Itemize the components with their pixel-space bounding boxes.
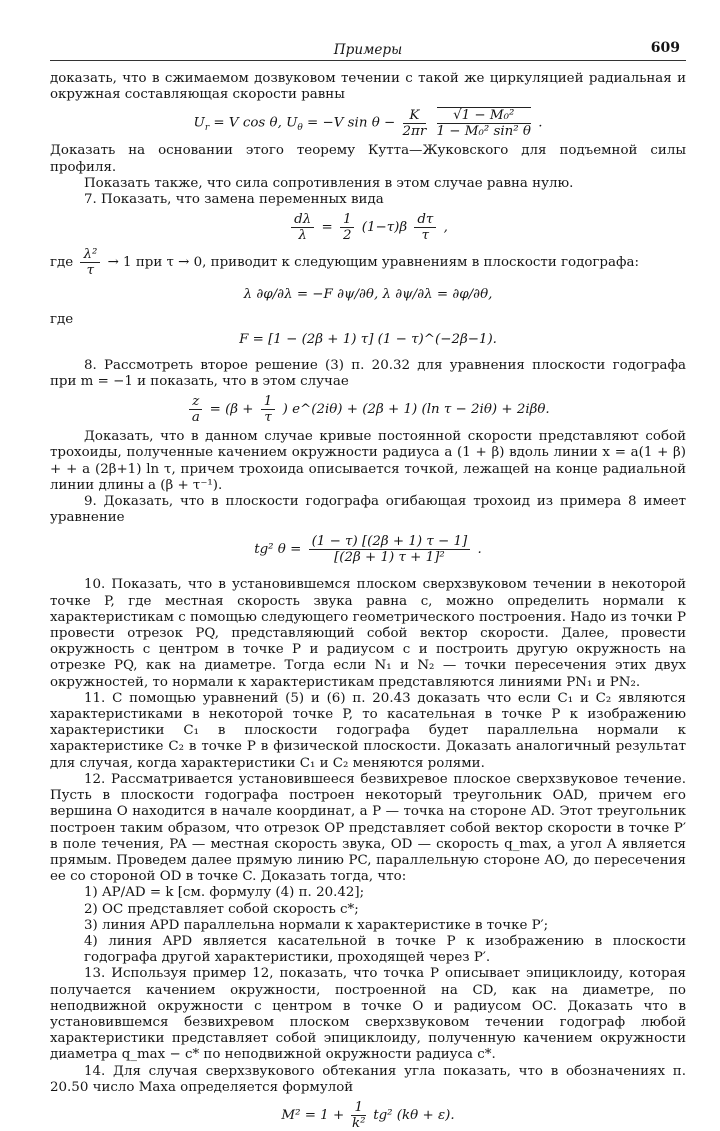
paragraph-7: 8. Рассмотреть второе решение (3) п. 20.32 для уравнения плоскости годографа при m = −1 и показать, что в этом случае (50, 357, 686, 390)
page-header (50, 38, 686, 60)
equation-envelope: tg² θ = $\frac{(1 - \tau) [(2\beta + 1) \tau - 1]}{\text{[(2β + 1) τ + 1]²}}$ . (254, 534, 482, 566)
paragraph-14: 14. Для случая сверхзвукового обтекания угла показать, что в обозначениях п. 20.50 число Маха определяется формулой (50, 1063, 686, 1095)
paragraph-12: 12. Рассматривается установившееся безвихревое плоское сверхзвуковое течение. Пусть в плоскости годографа построен некоторый треугольник OAD, причем его вершина O находится в начале координат, а P — точка на стороне AD. Этот треугольник построен таким образом, что отрезок OP представляет собой вектор скорости в точке P′ в поле течения, PA — местная скорость звука, OD — скорость q_max, а угол A является прямым. Проведем далее прямую линию PC, параллельную стороне AO, до пересечения ее со стороной OD в точке C. Доказать тогда, что: (50, 771, 686, 885)
paragraph-8: Доказать, что в данном случае кривые постоянной скорости представляют собой трохоиды, полученные качением окружности радиуса a (1 + β) вдоль линии x = a(1 + β) + + a (2β+1) ln τ, причем трохоида описывается точкой, лежащей на конце радиальной линии длины a (β + τ⁻¹). (50, 429, 686, 493)
list-item-4: 4) линия APD является касательной в точке P к изображению в плоскости годографа другой характеристики, проходящей через P′. (84, 933, 686, 966)
paragraph-13: 13. Используя пример 12, показать, что точка P описывает эпициклоиду, которая получается качением окружности, построенной на CD, как на диаметре, по неподвижной окружности с центром в точке O и радиусом OC. Доказать что в установившемся безвихревом плоском сверхзвуковом течении годограф любой характеристики представляет собой эпициклоиду, полученную качением окружности диаметра q_max − c* по неподвижной окружности радиуса c*. (50, 966, 686, 1063)
list-item-1: 1) AP/AD = k [см. формулу (4) п. 20.42]; (84, 885, 365, 901)
paragraph-2: Доказать на основании этого теорему Кутта—Жуковского для подъемной силы профиля. (50, 143, 686, 175)
paragraph-3: Показать также, что сила сопротивления в этом случае равна нулю. (84, 175, 574, 191)
equation-hodograph: λ ∂φ/∂λ = −F ∂ψ/∂θ, λ ∂ψ/∂λ = ∂φ/∂θ, (243, 287, 493, 303)
page-number: 609 (650, 40, 680, 56)
equation-velocity-components: $U_r = V$ cos θ, $U_\theta = -V$ sin θ − $\frac{K}{2\pi r}$ $\frac{\text{√1 − M₀²}}{\text{1 − M₀² sin² θ}}$ . (193, 107, 543, 140)
paragraph-6: где (50, 312, 74, 328)
paragraph-10: 10. Показать, что в установившемся плоском сверхзвуковом течении в некоторой точке P, где местная скорость звука равна c, можно определить нормали к характеристикам с помощью следующего геометрического построения. Надо из точки P провести отрезок PQ, представляющий собой вектор скорости. Далее, провести окружность с центром в точке P и радиусом c и построить другую окружность на отрезке PQ, как на диаметре. Тогда если N₁ и N₂ — точки пересечения этих двух окружностей, то нормали к характеристикам представляются линиями PN₁ и PN₂. (50, 577, 686, 690)
paragraph-1: доказать, что в сжимаемом дозвуковом течении с такой же циркуляцией радиальная и окружная составляющая скорости равны (50, 71, 686, 103)
paragraph-4: 7. Показать, что замена переменных вида (84, 192, 384, 208)
equation-mach: M² = 1 + $\frac{1}{\text{k²}}$ tg² (kθ + ε). (281, 1099, 455, 1131)
equation-f: F = [1 − (2β + 1) τ] (1 − τ)^(−2β−1). (239, 331, 497, 347)
equation-z: $\frac{z}{a}$ = (β + $\frac{1}{\tau}$ ) e^(2iθ) + (2β + 1) (ln τ − 2iθ) + 2iβθ. (50, 394, 686, 425)
running-head: Примеры (333, 42, 403, 58)
list-item-2: 2) OC представляет собой скорость c*; (84, 901, 359, 917)
header-rule (50, 60, 686, 61)
paragraph-11: 11. С помощью уравнений (5) и (6) п. 20.43 доказать что если C₁ и C₂ являются характеристиками в некоторой точке P, то касательная в точке P к изображению характеристики C₁ в плоскости годографа будет параллельна нормали к характеристике C₂ в точке P в физической плоскости. Доказать аналогичный результат для случая, когда характеристики C₁ и C₂ меняются ролями. (50, 690, 686, 771)
equation-substitution: $\frac{d\lambda}{\lambda}$ = $\frac{1}{2}$ (1−τ)β $\frac{d\tau}{\tau}$ , (50, 212, 686, 243)
list-item-3: 3) линия APD параллельна нормали к характеристике в точке P′; (84, 917, 549, 933)
paragraph-9: 9. Доказать, что в плоскости годографа огибающая трохоид из примера 8 имеет уравнение (50, 494, 686, 526)
paragraph-5: где $\frac{\text{λ²}}{\tau}$ → 1 при τ → 0, приводит к следующим уравнениям в плоскости годографа: (50, 247, 639, 279)
